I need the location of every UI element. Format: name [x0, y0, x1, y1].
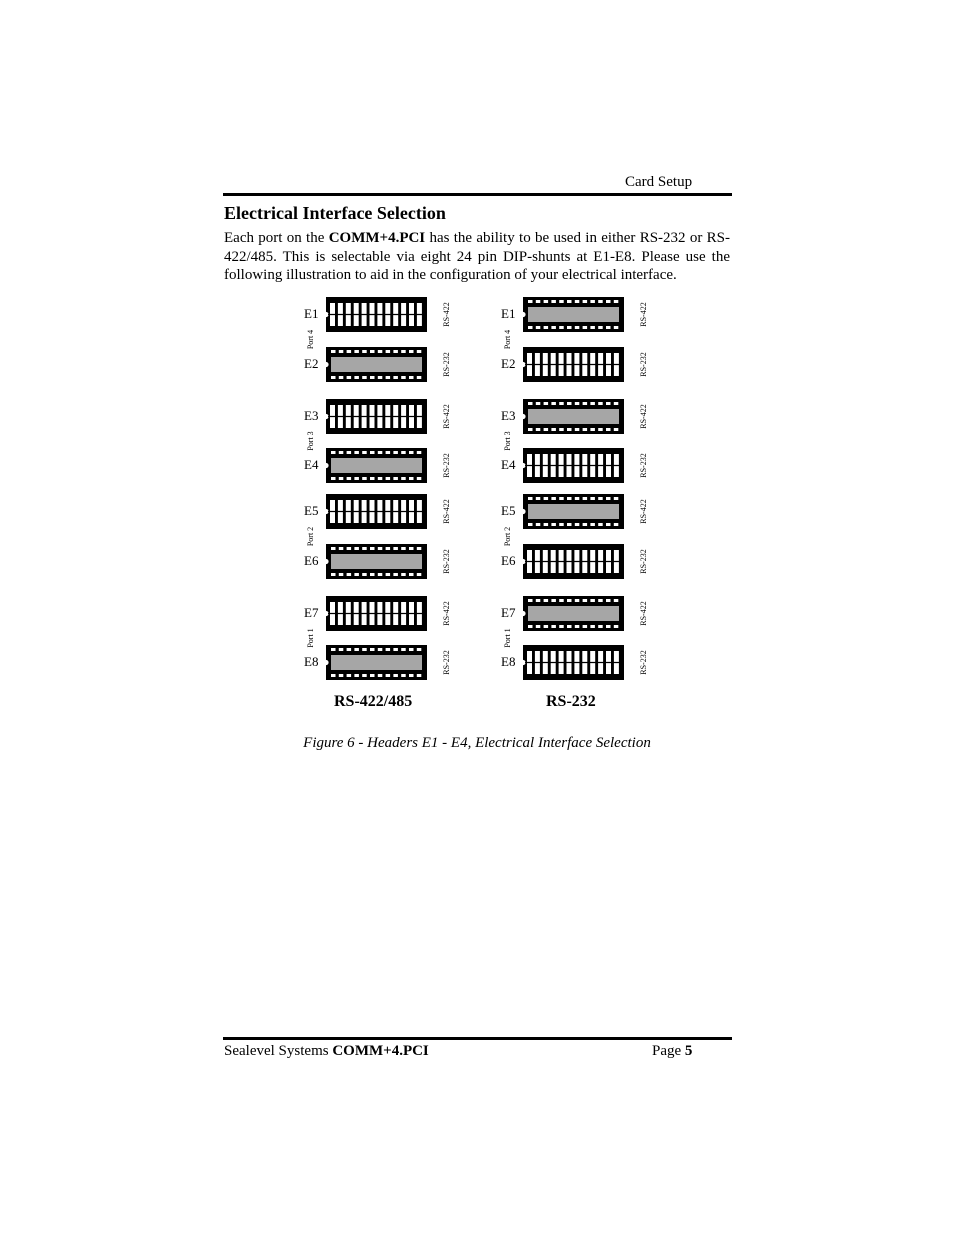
footer-page-label: Page	[652, 1043, 685, 1059]
pin-bottom	[354, 477, 359, 480]
port-label: Port 3	[503, 431, 512, 451]
pin-top	[331, 648, 336, 651]
pin-bottom	[614, 625, 619, 628]
pin-bottom	[590, 625, 595, 628]
side-label-rs-232: RS-232	[639, 453, 648, 478]
pin-top	[575, 300, 580, 303]
pin-bottom	[590, 428, 595, 431]
pin-bottom	[528, 428, 533, 431]
pin-bottom	[551, 523, 556, 526]
pin-bottom	[339, 376, 344, 379]
pin-bottom	[339, 477, 344, 480]
pin-bottom	[362, 376, 367, 379]
pin-bottom	[409, 573, 414, 576]
pin-top	[370, 547, 375, 550]
header-label-e1: E1	[304, 306, 319, 321]
pin1-notch	[323, 414, 328, 419]
pin-top	[567, 497, 572, 500]
pin-top	[559, 402, 564, 405]
open-slot	[331, 458, 422, 473]
pin-top	[575, 402, 580, 405]
port-label: Port 2	[306, 526, 315, 547]
pin-top	[528, 402, 533, 405]
pin-top	[614, 599, 619, 602]
pin-top	[583, 497, 588, 500]
pin-top	[606, 402, 611, 405]
paragraph-text-1: Each port on the	[224, 230, 329, 246]
pin-bottom	[598, 326, 603, 329]
pin-bottom	[370, 573, 375, 576]
pin-bottom	[401, 376, 406, 379]
header-label-e4: E4	[501, 457, 516, 472]
pin-top	[409, 547, 414, 550]
pin-bottom	[528, 326, 533, 329]
port-label: Port 3	[306, 431, 315, 451]
pin1-notch	[520, 559, 525, 564]
pin-top	[417, 451, 422, 454]
pin-bottom	[567, 326, 572, 329]
pin-top	[536, 497, 541, 500]
pin-top	[551, 497, 556, 500]
pin-top	[528, 599, 533, 602]
pin-top	[567, 402, 572, 405]
pin-bottom	[347, 376, 352, 379]
pin-top	[386, 648, 391, 651]
pin-top	[362, 648, 367, 651]
pin-top	[354, 648, 359, 651]
pin-top	[567, 300, 572, 303]
pin-top	[598, 300, 603, 303]
pin-top	[551, 300, 556, 303]
pin-top	[551, 599, 556, 602]
pin-bottom	[401, 674, 406, 677]
pin-bottom	[598, 428, 603, 431]
pin-bottom	[575, 326, 580, 329]
pin-top	[401, 350, 406, 353]
column-label-rs232: RS-232	[546, 693, 596, 710]
column-label-rs422: RS-422/485	[334, 693, 413, 710]
pin-bottom	[528, 625, 533, 628]
pin-bottom	[393, 573, 398, 576]
pin-bottom	[590, 326, 595, 329]
header-label-e2: E2	[501, 356, 516, 371]
pin-bottom	[409, 477, 414, 480]
pin-bottom	[393, 477, 398, 480]
header-label-e5: E5	[304, 503, 319, 518]
pin-bottom	[544, 428, 549, 431]
pin-top	[590, 300, 595, 303]
pin-bottom	[347, 674, 352, 677]
header-label-e8: E8	[304, 654, 319, 669]
pin-top	[354, 547, 359, 550]
pin-top	[528, 497, 533, 500]
pin-top	[544, 497, 549, 500]
paragraph-text-2: has the ability to be used in either RS-232 or RS-422/485. This is selectable via eight 24 pin DIP-shunts at E1-E8. Please use the following illustration to aid in the configuration of your electrical interface.	[224, 230, 730, 283]
pin-bottom	[393, 376, 398, 379]
pin-top	[551, 402, 556, 405]
pin-top	[544, 599, 549, 602]
pin-bottom	[567, 428, 572, 431]
pin1-notch	[323, 362, 328, 367]
pin-top	[575, 497, 580, 500]
pin-bottom	[331, 376, 336, 379]
pin-bottom	[347, 477, 352, 480]
pin-bottom	[331, 573, 336, 576]
pin-bottom	[386, 477, 391, 480]
pin1-notch	[520, 312, 525, 317]
pin-bottom	[331, 477, 336, 480]
pin-top	[567, 599, 572, 602]
pin-bottom	[614, 523, 619, 526]
pin-top	[347, 451, 352, 454]
pin-top	[331, 451, 336, 454]
pin-top	[401, 451, 406, 454]
pin-top	[409, 648, 414, 651]
pin-bottom	[378, 376, 383, 379]
pin-top	[536, 599, 541, 602]
pin-top	[393, 547, 398, 550]
side-label-rs-232: RS-232	[639, 650, 648, 675]
side-label-rs-422: RS-422	[639, 601, 648, 626]
pin-top	[536, 300, 541, 303]
pin-bottom	[536, 428, 541, 431]
pin-bottom	[544, 326, 549, 329]
pin-bottom	[551, 428, 556, 431]
pin-top	[590, 599, 595, 602]
pin-top	[614, 300, 619, 303]
side-label-rs-232: RS-232	[442, 352, 451, 377]
pin-top	[559, 599, 564, 602]
pin-top	[362, 547, 367, 550]
pin-bottom	[378, 477, 383, 480]
pin-top	[378, 451, 383, 454]
open-slot	[528, 504, 619, 519]
pin-bottom	[401, 477, 406, 480]
side-label-rs-422: RS-422	[442, 499, 451, 524]
pin-bottom	[544, 523, 549, 526]
pin-top	[528, 300, 533, 303]
header-label-e7: E7	[501, 605, 516, 620]
pin-bottom	[606, 625, 611, 628]
pin-top	[583, 300, 588, 303]
side-label-rs-422: RS-422	[639, 302, 648, 327]
pin-top	[393, 350, 398, 353]
pin-top	[544, 402, 549, 405]
pin-bottom	[370, 674, 375, 677]
pin-bottom	[362, 477, 367, 480]
pin1-notch	[323, 463, 328, 468]
header-label-e6: E6	[304, 553, 319, 568]
pin-bottom	[378, 674, 383, 677]
pin-top	[417, 648, 422, 651]
pin-bottom	[551, 326, 556, 329]
pin-top	[393, 451, 398, 454]
pin-bottom	[567, 625, 572, 628]
pin-top	[559, 300, 564, 303]
pin-top	[590, 402, 595, 405]
pin-bottom	[583, 625, 588, 628]
pin-bottom	[417, 376, 422, 379]
pin-bottom	[614, 326, 619, 329]
pin-bottom	[370, 477, 375, 480]
pin-bottom	[598, 625, 603, 628]
pin-top	[606, 497, 611, 500]
pin-top	[417, 547, 422, 550]
pin-bottom	[362, 674, 367, 677]
side-label-rs-422: RS-422	[442, 601, 451, 626]
open-slot	[528, 606, 619, 621]
pin-bottom	[354, 674, 359, 677]
pin1-notch	[323, 660, 328, 665]
pin-bottom	[583, 523, 588, 526]
pin-top	[378, 648, 383, 651]
pin-bottom	[528, 523, 533, 526]
side-label-rs-422: RS-422	[639, 404, 648, 429]
pin-bottom	[559, 326, 564, 329]
pin-bottom	[544, 625, 549, 628]
pin-top	[339, 547, 344, 550]
pin-top	[598, 402, 603, 405]
pin-bottom	[417, 573, 422, 576]
pin-top	[370, 350, 375, 353]
side-label-rs-422: RS-422	[442, 404, 451, 429]
pin-bottom	[575, 428, 580, 431]
pin-top	[401, 648, 406, 651]
pin-top	[409, 451, 414, 454]
port-label: Port 4	[503, 329, 512, 350]
pin-top	[331, 350, 336, 353]
pin-top	[590, 497, 595, 500]
pin-bottom	[409, 376, 414, 379]
pin-bottom	[417, 674, 422, 677]
pin-bottom	[362, 573, 367, 576]
pin-top	[386, 451, 391, 454]
header-label-e1: E1	[501, 306, 516, 321]
pin-bottom	[559, 428, 564, 431]
pin1-notch	[520, 660, 525, 665]
pin-bottom	[339, 573, 344, 576]
pin-top	[347, 350, 352, 353]
pin1-notch	[323, 559, 328, 564]
port-label: Port 1	[503, 628, 512, 648]
pin-top	[339, 350, 344, 353]
pin-bottom	[583, 326, 588, 329]
pin-top	[583, 599, 588, 602]
pin-bottom	[551, 625, 556, 628]
pin-top	[614, 497, 619, 500]
pin-bottom	[606, 428, 611, 431]
pin-top	[606, 599, 611, 602]
pin-top	[347, 547, 352, 550]
footer-company: Sealevel Systems	[224, 1043, 333, 1059]
pin-top	[370, 648, 375, 651]
pin-bottom	[559, 523, 564, 526]
pin-bottom	[347, 573, 352, 576]
pin1-notch	[520, 509, 525, 514]
pin-bottom	[536, 523, 541, 526]
pin-bottom	[378, 573, 383, 576]
pin-top	[354, 350, 359, 353]
pin-top	[362, 451, 367, 454]
pin-top	[606, 300, 611, 303]
pin-top	[370, 451, 375, 454]
pin-bottom	[606, 326, 611, 329]
port-label: Port 2	[503, 526, 512, 547]
pin-bottom	[393, 674, 398, 677]
pin-bottom	[575, 523, 580, 526]
pin-top	[575, 599, 580, 602]
pin-bottom	[536, 625, 541, 628]
pin-top	[417, 350, 422, 353]
open-slot	[331, 655, 422, 670]
pin-bottom	[331, 674, 336, 677]
header-label-e7: E7	[304, 605, 319, 620]
footer-product: COMM+4.PCI	[332, 1043, 429, 1059]
pin1-notch	[520, 362, 525, 367]
pin-bottom	[606, 523, 611, 526]
pin-bottom	[567, 523, 572, 526]
footer-page	[652, 1043, 692, 1060]
pin-top	[386, 350, 391, 353]
open-slot	[331, 357, 422, 372]
pin-top	[362, 350, 367, 353]
side-label-rs-232: RS-232	[639, 352, 648, 377]
section-heading: Electrical Interface Selection	[224, 203, 446, 223]
open-slot	[528, 409, 619, 424]
pin1-notch	[323, 509, 328, 514]
pin1-notch	[520, 611, 525, 616]
footer-rule	[223, 1037, 732, 1040]
pin-top	[331, 547, 336, 550]
pin-bottom	[583, 428, 588, 431]
pin-top	[598, 599, 603, 602]
pin-bottom	[339, 674, 344, 677]
header-label-e4: E4	[304, 457, 319, 472]
pin-bottom	[598, 523, 603, 526]
pin-bottom	[354, 376, 359, 379]
side-label-rs-232: RS-232	[639, 549, 648, 574]
pin-bottom	[559, 625, 564, 628]
header-label-e3: E3	[501, 408, 516, 423]
pin-bottom	[370, 376, 375, 379]
header-label-e2: E2	[304, 356, 319, 371]
header-label-e5: E5	[501, 503, 516, 518]
header-label-e6: E6	[501, 553, 516, 568]
pin-top	[544, 300, 549, 303]
side-label-rs-422: RS-422	[442, 302, 451, 327]
pin-bottom	[386, 573, 391, 576]
pin1-notch	[520, 463, 525, 468]
pin-top	[536, 402, 541, 405]
pin-top	[583, 402, 588, 405]
pin-top	[339, 648, 344, 651]
pin-top	[354, 451, 359, 454]
pin1-notch	[323, 312, 328, 317]
side-label-rs-232: RS-232	[442, 549, 451, 574]
side-label-rs-422: RS-422	[639, 499, 648, 524]
product-name: COMM+4.PCI	[328, 230, 426, 246]
pin1-notch	[520, 414, 525, 419]
header-label-e3: E3	[304, 408, 319, 423]
pin-top	[386, 547, 391, 550]
pin-bottom	[386, 674, 391, 677]
port-label: Port 4	[306, 329, 315, 350]
pin-bottom	[614, 428, 619, 431]
pin-bottom	[409, 674, 414, 677]
side-label-rs-232: RS-232	[442, 453, 451, 478]
footer-page-number: 5	[684, 1043, 693, 1059]
pin-top	[378, 350, 383, 353]
pin-top	[393, 648, 398, 651]
header-label-e8: E8	[501, 654, 516, 669]
pin-bottom	[536, 326, 541, 329]
side-label-rs-232: RS-232	[442, 650, 451, 675]
pin1-notch	[323, 611, 328, 616]
pin-top	[614, 402, 619, 405]
footer-left	[224, 1043, 429, 1060]
port-label: Port 1	[306, 628, 315, 648]
pin-bottom	[590, 523, 595, 526]
figure-caption: Figure 6 - Headers E1 - E4, Electrical Interface Selection	[303, 735, 651, 751]
pin-top	[347, 648, 352, 651]
pin-top	[598, 497, 603, 500]
pin-bottom	[354, 573, 359, 576]
pin-bottom	[417, 477, 422, 480]
open-slot	[331, 554, 422, 569]
pin-bottom	[575, 625, 580, 628]
pin-top	[409, 350, 414, 353]
running-header: Card Setup	[625, 174, 693, 190]
pin-top	[378, 547, 383, 550]
pin-top	[339, 451, 344, 454]
open-slot	[528, 307, 619, 322]
pin-top	[401, 547, 406, 550]
pin-top	[559, 497, 564, 500]
pin-bottom	[386, 376, 391, 379]
pin-bottom	[401, 573, 406, 576]
